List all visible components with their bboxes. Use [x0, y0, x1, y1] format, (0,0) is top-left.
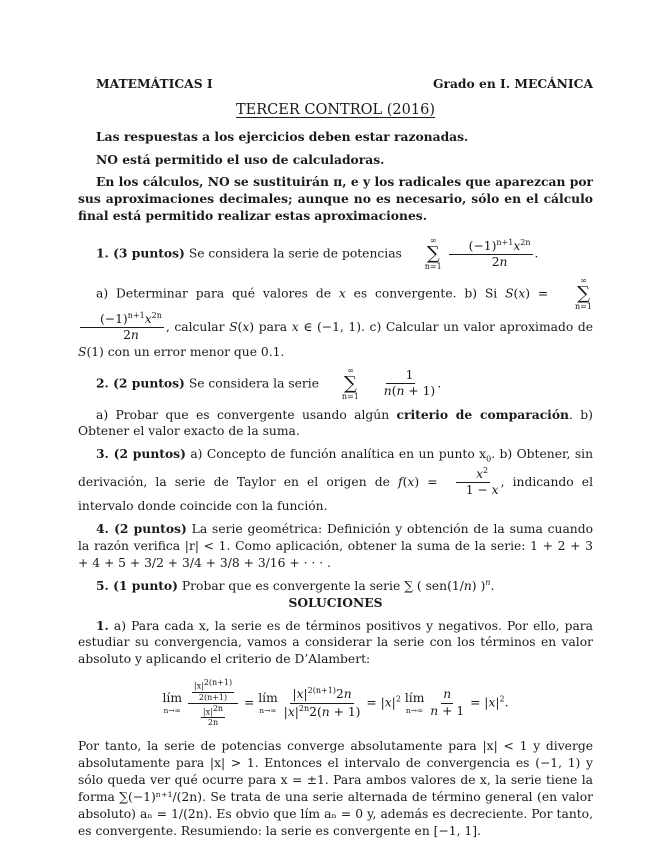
- question-4: 4. (2 puntos) La serie geométrica: Definición y obtención de la suma cuando la razón verifica |r| < 1. Como aplicación, obtener la suma de la serie: 1 + 2 + 3 + 4 + 5 + 3/2 + 3/4 + 3/8 + 3/16 + · · · .: [78, 521, 593, 571]
- solutions-heading: SOLUCIONES: [288, 594, 383, 610]
- question-5: 5. (1 punto) Probar que es convergente la serie ∑ ( sen(1/n) )$^n$.: [96, 577, 495, 593]
- question-3: 3. (2 puntos) a) Concepto de función analítica en un punto $x_0$. b) Obtener, sin derivación, la serie de Taylor en el origen de f(x) = $\frac{x^2}{1 - x}$ , indicando el intervalo donde coincide con la función.: [78, 446, 594, 514]
- instruction-2: NO está permitido el uso de calculadoras.: [96, 151, 385, 167]
- course-name: MATEMÁTICAS I: [96, 76, 213, 91]
- dalembert-formula: lím n→∞ $\frac{\frac{|x|2(n+1)}{2(n+1)}}{\frac{|x|2n}{2n}}$ = lím n→∞ $\frac{|x|^{2(n+1)}2n}{|x|^{2n}2(n + 1)}$ = $|x|^2$ lím n→∞ $\frac{n}{n + 1}$ = $|x|^2$.: [162, 678, 509, 728]
- solution-1-intro: 1. a) Para cada x, la serie es de términos positivos y negativos. Por ello, para estudiar su convergencia, vamos a considerar la serie con los términos en valor absoluto y aplicando el criterio de D’Alambert:: [78, 617, 593, 667]
- degree-name: Grado en I. MECÁNICA: [432, 76, 593, 91]
- question-1: 1. (3 puntos) Se considera la serie de potencias ∞ ∑ n=1 $\frac{(-1)^{n+1}x^{2n}}{2n}$ .: [96, 235, 539, 271]
- instruction-3: En los cálculos, NO se sustituirán π, e y los radicales que aparezcan por sus aproximaciones decimales; aunque no es necesario, sólo en el cálculo final está permitido realizar estas aproximaciones.: [78, 174, 593, 224]
- exam-title: TERCER CONTROL (2016): [236, 101, 435, 118]
- page-header: [96, 76, 593, 93]
- question-2: 2. (2 puntos) Se considera la serie ∞ ∑ n=1 $\frac{1}{n(n + 1)}$ .: [96, 365, 442, 401]
- solution-1-conclusion: Por tanto, la serie de potencias converge absolutamente para |x| < 1 y diverge absolutamente para |x| > 1. Entonces el intervalo de convergencia es (−1, 1) y sólo queda ver qué ocurre para x = ±1. Para ambos valores de x, la serie tiene la forma ∑(−1)ⁿ⁺¹/(2n). Se trata de una serie alternada de término general (en valor absoluto) aₙ = 1/(2n). Es obvio que lím aₙ = 0 y, además es decreciente. Por tanto, es convergente. Resumiendo: la serie es convergente en [−1, 1].: [78, 739, 593, 838]
- instruction-1: Las respuestas a los ejercicios deben estar razonadas.: [96, 128, 469, 144]
- question-1-parts: a) Determinar para qué valores de x es convergente. b) Si S(x) = ∞ ∑ n=1 $\frac{(-1)^{n+1}x^{2n}}{2n}$ , calcular S(x) para x ∈ (−1, 1). c) Calcular un valor aproximado de S(1) con un error menor que 0.1.: [78, 275, 593, 359]
- question-2-parts: a) Probar que es convergente usando algún criterio de comparación. b) Obtener el valor exacto de la suma.: [78, 406, 593, 439]
